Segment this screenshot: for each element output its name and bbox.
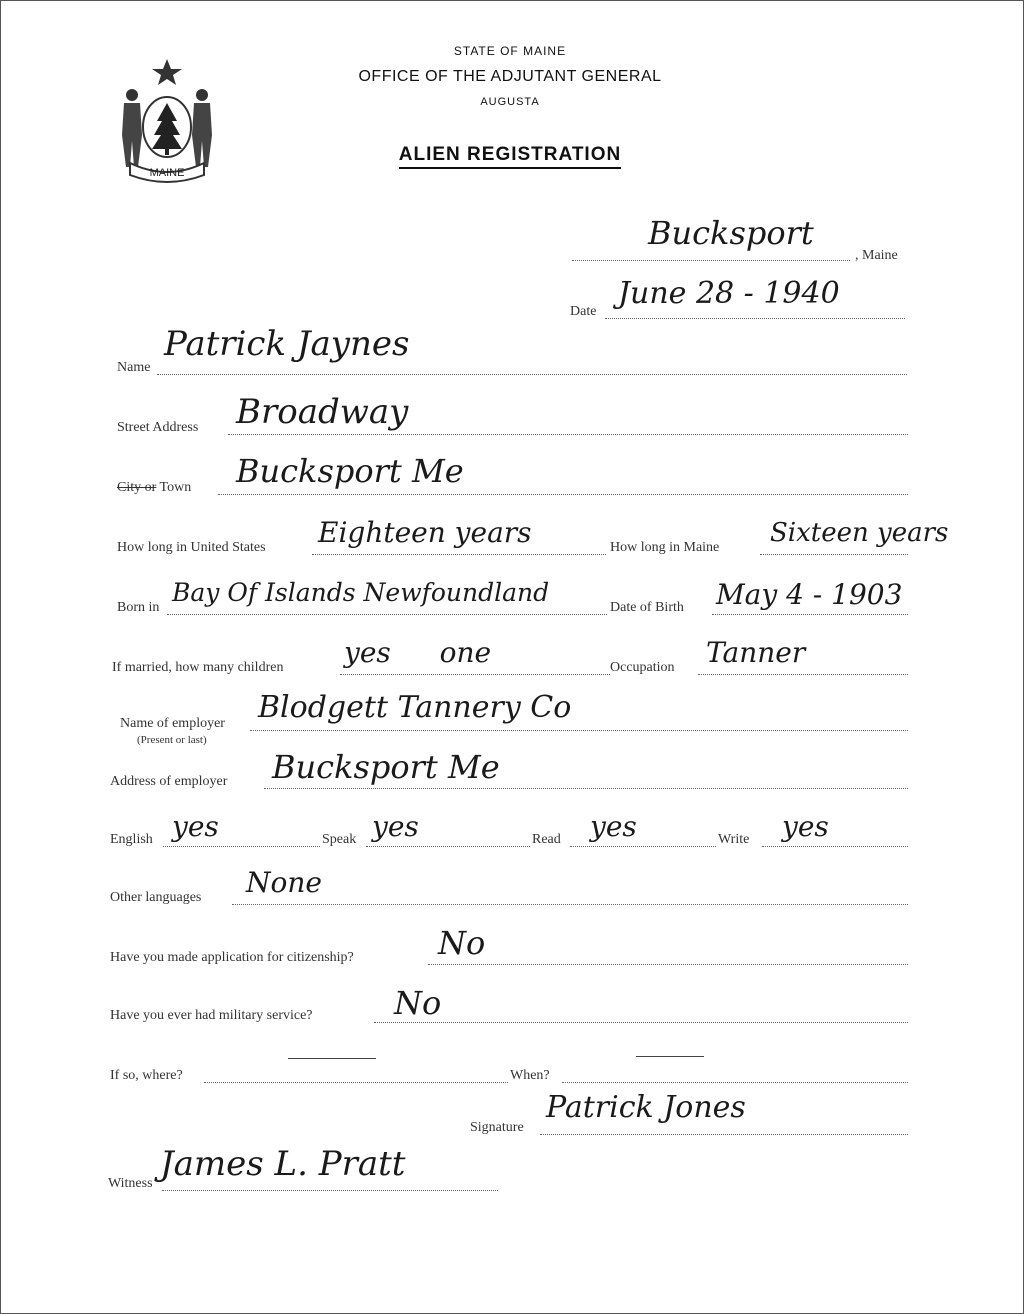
signature-line: [540, 1134, 908, 1135]
how-long-us-line: [312, 554, 606, 555]
if-so-where-label: If so, where?: [110, 1068, 183, 1083]
town-line: [218, 494, 908, 495]
name-label: Name: [117, 360, 151, 375]
born-in-label: Born in: [117, 600, 160, 615]
married-label: If married, how many children: [112, 660, 284, 675]
if-so-where-line: [204, 1082, 508, 1083]
write-label: Write: [718, 832, 750, 847]
name-value: Patrick Jaynes: [164, 324, 410, 364]
citizenship-line: [428, 964, 908, 965]
place-value: Bucksport: [648, 214, 814, 252]
signature-value: Patrick Jones: [546, 1090, 746, 1125]
born-in-value: Bay Of Islands Newfoundland: [172, 578, 550, 607]
header-state: STATE OF MAINE: [453, 44, 567, 58]
read-value: yes: [590, 810, 637, 843]
town-label-text: Town: [159, 480, 192, 495]
witness-line: [162, 1190, 498, 1191]
employer-value: Blodgett Tannery Co: [258, 690, 572, 725]
born-in-line: [167, 614, 607, 615]
employer-address-line: [264, 788, 908, 789]
maine-label: , Maine: [855, 248, 898, 263]
military-line: [374, 1022, 908, 1023]
place-line: [572, 260, 850, 261]
military-label: Have you ever had military service?: [110, 1008, 313, 1023]
form-title-text: ALIEN REGISTRATION: [399, 144, 621, 169]
how-long-us-label: How long in United States: [117, 540, 266, 555]
street-value: Broadway: [236, 392, 409, 432]
where-dash-mark: [288, 1058, 376, 1059]
how-long-us-value: Eighteen years: [318, 516, 532, 549]
dob-line: [712, 614, 908, 615]
other-languages-value: None: [246, 866, 322, 899]
employer-address-label: Address of employer: [110, 774, 228, 789]
town-label: [117, 480, 191, 496]
occupation-value: Tanner: [706, 636, 806, 669]
write-line: [762, 846, 908, 847]
military-value: No: [394, 984, 442, 1022]
occupation-line: [698, 674, 908, 675]
date-line: [605, 318, 905, 319]
header-city: AUGUSTA: [480, 96, 540, 108]
married-line: [340, 674, 610, 675]
when-line: [562, 1082, 908, 1083]
employer-address-value: Bucksport Me: [272, 748, 500, 786]
when-label: When?: [510, 1068, 550, 1083]
citizenship-value: No: [438, 924, 486, 962]
other-languages-line: [232, 904, 908, 905]
write-value: yes: [782, 810, 829, 843]
employer-note: (Present or last): [137, 734, 207, 746]
how-long-maine-line: [760, 554, 908, 555]
city-struck: City or: [117, 480, 157, 495]
occupation-label: Occupation: [610, 660, 675, 675]
married-value: yes one: [344, 636, 492, 669]
employer-line: [250, 730, 908, 731]
dob-value: May 4 - 1903: [716, 578, 903, 611]
speak-label: Speak: [322, 832, 357, 847]
english-value: yes: [172, 810, 219, 843]
town-value: Bucksport Me: [236, 452, 464, 490]
english-line: [163, 846, 320, 847]
dob-label: Date of Birth: [610, 600, 684, 615]
maine-state-seal: [112, 55, 222, 185]
how-long-maine-value: Sixteen years: [770, 518, 949, 548]
date-label: Date: [570, 304, 597, 319]
how-long-maine-label: How long in Maine: [610, 540, 720, 555]
read-line: [570, 846, 716, 847]
read-label: Read: [532, 832, 561, 847]
other-languages-label: Other languages: [110, 890, 202, 905]
witness-value: James L. Pratt: [160, 1144, 406, 1184]
employer-label: Name of employer: [120, 716, 225, 731]
speak-value: yes: [372, 810, 419, 843]
form-title: [260, 144, 760, 166]
header-office: OFFICE OF THE ADJUTANT GENERAL: [358, 68, 662, 85]
name-line: [157, 374, 907, 375]
speak-line: [366, 846, 530, 847]
when-dash-mark: [636, 1056, 704, 1057]
street-label: Street Address: [117, 420, 199, 435]
street-line: [228, 434, 908, 435]
signature-label: Signature: [470, 1120, 524, 1135]
english-label: English: [110, 832, 153, 847]
witness-label: Witness: [108, 1176, 153, 1191]
date-value: June 28 - 1940: [618, 276, 840, 311]
citizenship-label: Have you made application for citizenship?: [110, 950, 354, 965]
seal-motto: MAINE: [149, 167, 185, 179]
